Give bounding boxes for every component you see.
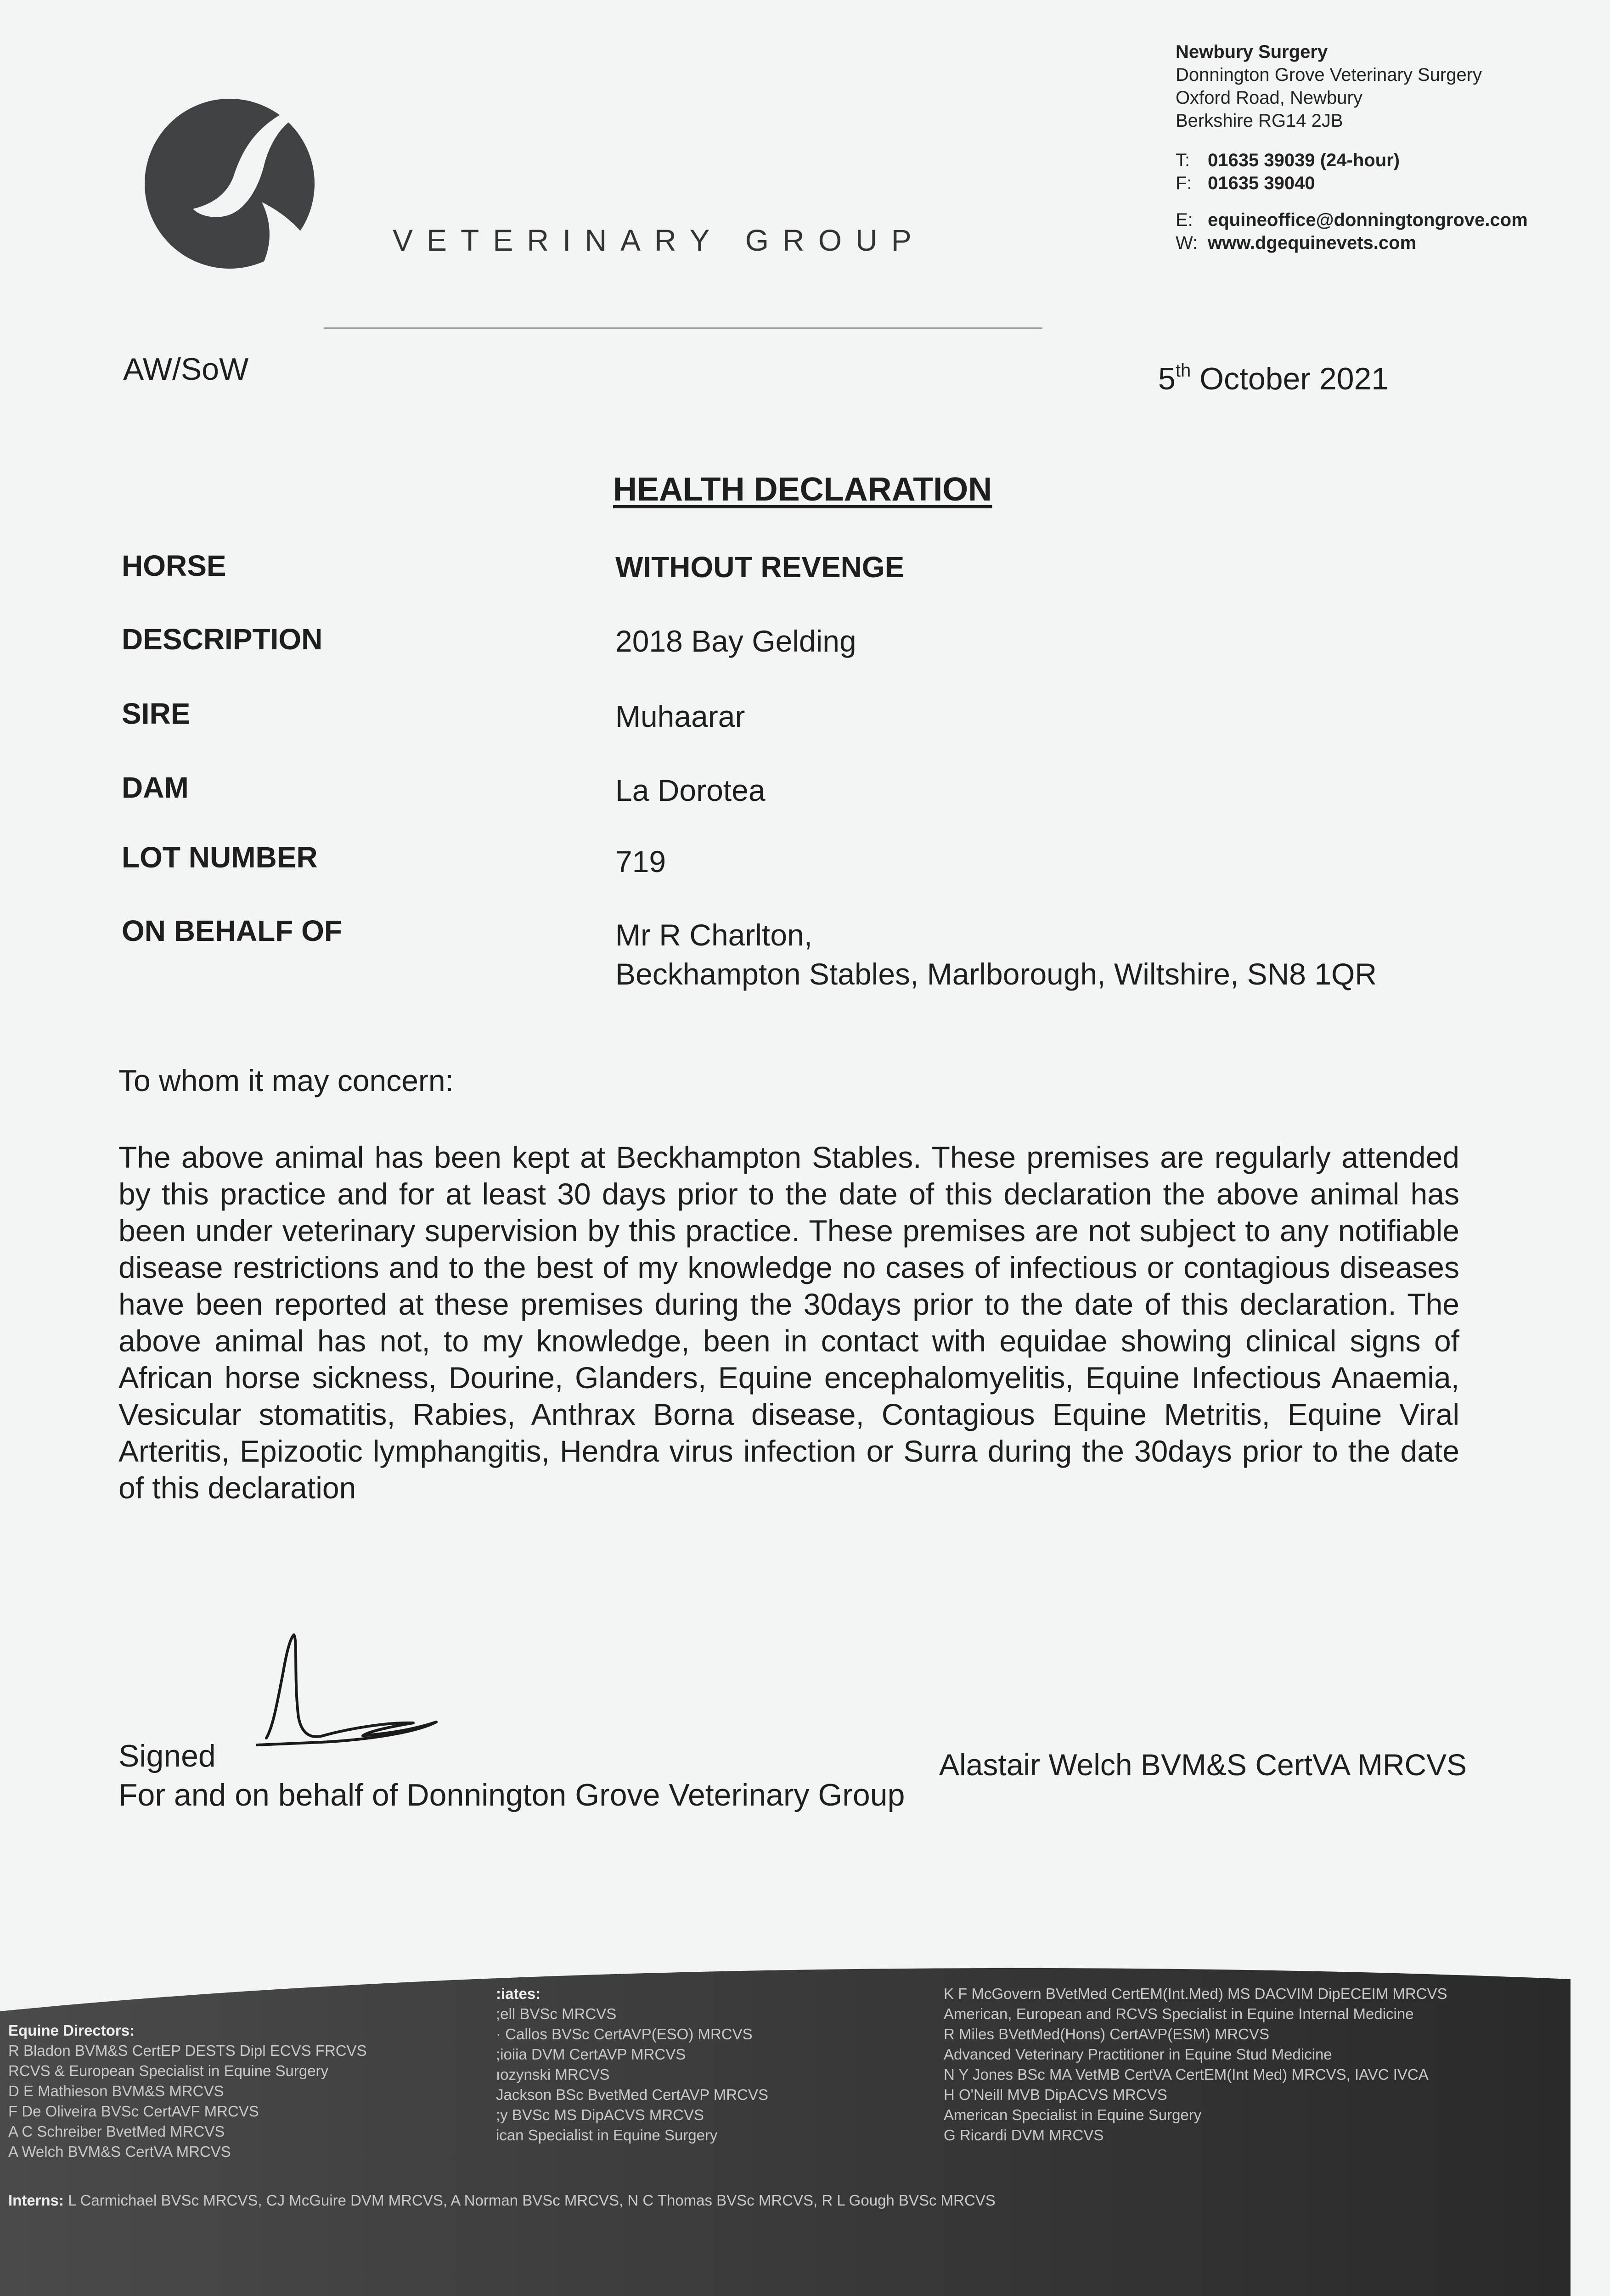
- interns-list: L Carmichael BVSc MRCVS, CJ McGuire DVM MRCVS, A Norman BVSc MRCVS, N C Thomas BVSc MRCVS, R L Gough BVSc MRCVS: [68, 2192, 996, 2209]
- associate-line: ican Specialist in Equine Surgery: [496, 2127, 718, 2144]
- address-block: [1176, 40, 1528, 254]
- field-value-on-behalf-of: Mr R Charlton,: [615, 918, 813, 952]
- specialist-line: American Specialist in Equine Surgery: [944, 2106, 1202, 2123]
- associate-line: Jackson BSc BvetMed CertAVP MRCVS: [496, 2086, 768, 2103]
- email-label: E:: [1176, 210, 1193, 230]
- web-label: W:: [1176, 233, 1198, 253]
- phone-label: T:: [1176, 150, 1190, 170]
- director-line: R Bladon BVM&S CertEP DESTS Dipl ECVS FRCVS: [8, 2042, 367, 2059]
- footer-specialists: [944, 1984, 1447, 2145]
- phone-row: [1176, 149, 1528, 172]
- surgery-name: Newbury Surgery: [1176, 42, 1328, 62]
- director-line: A C Schreiber BvetMed MRCVS: [8, 2123, 225, 2140]
- field-label-horse: HORSE: [122, 549, 226, 582]
- field-value-on-behalf-of-address: Beckhampton Stables, Marlborough, Wiltshire, SN8 1QR: [615, 957, 1377, 991]
- field-value-sire: Muhaarar: [615, 699, 745, 733]
- header-divider: [324, 327, 1042, 329]
- specialist-line: R Miles BVetMed(Hons) CertAVP(ESM) MRCVS: [944, 2026, 1270, 2043]
- reference: AW/SoW: [123, 352, 249, 387]
- associate-line: ;ioiia DVM CertAVP MRCVS: [496, 2046, 686, 2063]
- footer-associates: [496, 1984, 768, 2145]
- interns-heading: Interns:: [8, 2192, 64, 2209]
- field-label-dam: DAM: [122, 771, 189, 804]
- specialist-line: G Ricardi DVM MRCVS: [944, 2127, 1104, 2144]
- web-address: www.dgequinevets.com: [1208, 233, 1417, 253]
- phone-number: 01635 39039 (24-hour): [1208, 150, 1400, 170]
- handwritten-signature: [248, 1626, 505, 1763]
- associates-heading: :iates:: [496, 1985, 541, 2002]
- specialist-line: Advanced Veterinary Practitioner in Equine Stud Medicine: [944, 2046, 1332, 2063]
- address-line: Berkshire RG14 2JB: [1176, 111, 1343, 131]
- email-row: [1176, 208, 1528, 231]
- specialist-line: American, European and RCVS Specialist in Equine Internal Medicine: [944, 2005, 1414, 2022]
- footer-interns: [8, 2190, 996, 2211]
- associate-line: · Callos BVSc CertAVP(ESO) MRCVS: [496, 2026, 753, 2043]
- field-value-description: 2018 Bay Gelding: [615, 624, 856, 658]
- director-line: D E Mathieson BVM&S MRCVS: [8, 2082, 224, 2099]
- signer-name: Alastair Welch BVM&S CertVA MRCVS: [939, 1748, 1467, 1782]
- specialist-line: N Y Jones BSc MA VetMB CertVA CertEM(Int Med) MRCVS, IAVC IVCA: [944, 2066, 1429, 2083]
- email-address: equineoffice@donningtongrove.com: [1208, 210, 1528, 230]
- director-line: RCVS & European Specialist in Equine Surgery: [8, 2062, 329, 2079]
- footer-directors: [8, 2020, 367, 2162]
- letter-date: [1158, 360, 1389, 397]
- field-label-sire: SIRE: [122, 697, 191, 730]
- web-row: [1176, 231, 1528, 254]
- signed-label: Signed: [118, 1739, 216, 1773]
- associate-line: ;ell BVSc MRCVS: [496, 2005, 617, 2022]
- director-line: F De Oliveira BVSc CertAVF MRCVS: [8, 2103, 259, 2120]
- associate-line: ;y BVSc MS DipACVS MRCVS: [496, 2106, 704, 2123]
- associate-line: ıozynski MRCVS: [496, 2066, 610, 2083]
- field-label-on-behalf-of: ON BEHALF OF: [122, 914, 342, 947]
- field-value-horse: WITHOUT REVENGE: [615, 551, 905, 584]
- brand-text: VETERINARY GROUP: [393, 223, 925, 257]
- fax-number: 01635 39040: [1208, 173, 1315, 193]
- specialist-line: K F McGovern BVetMed CertEM(Int.Med) MS DACVIM DipECEIM MRCVS: [944, 1985, 1447, 2002]
- field-value-dam: La Dorotea: [615, 773, 766, 807]
- page-title: HEALTH DECLARATION: [613, 471, 992, 508]
- on-behalf-text: For and on behalf of Donnington Grove Veterinary Group: [118, 1778, 905, 1812]
- declaration-body: The above animal has been kept at Beckhampton Stables. These premises are regularly attended by this practice and for at least 30 days prior to the date of this declaration the above animal has been under veterinary supervision by this practice. These premises are not subject to any notifiable disease restrictions and to the best of my knowledge no cases of infectious or contagious diseases have been reported at these premises during the 30days prior to the date of this declaration. The above animal has not, to my knowledge, been in contact with equidae showing clinical signs of African horse sickness, Dourine, Glanders, Equine encephalomyelitis, Equine Infectious Anaemia, Vesicular stomatitis, Rabies, Anthrax Borna disease, Contagious Equine Metritis, Equine Viral Arteritis, Epizootic lymphangitis, Hendra virus infection or Surra during the 30days prior to the date of this declaration: [118, 1140, 1459, 1505]
- fax-label: F:: [1176, 173, 1192, 193]
- salutation: To whom it may concern:: [118, 1064, 454, 1097]
- field-label-lot-number: LOT NUMBER: [122, 841, 318, 874]
- field-value-lot-number: 719: [615, 844, 666, 878]
- fax-row: [1176, 172, 1528, 195]
- specialist-line: H O'Neill MVB DipACVS MRCVS: [944, 2086, 1167, 2103]
- horse-head-logo-icon: [142, 96, 317, 271]
- date-rest: October 2021: [1199, 361, 1389, 396]
- date-suffix: th: [1175, 360, 1191, 381]
- address-line: Oxford Road, Newbury: [1176, 88, 1362, 108]
- field-label-description: DESCRIPTION: [122, 623, 323, 656]
- directors-heading: Equine Directors:: [8, 2022, 135, 2039]
- date-day: 5: [1158, 361, 1176, 396]
- director-line: A Welch BVM&S CertVA MRCVS: [8, 2143, 231, 2160]
- address-line: Donnington Grove Veterinary Surgery: [1176, 65, 1482, 85]
